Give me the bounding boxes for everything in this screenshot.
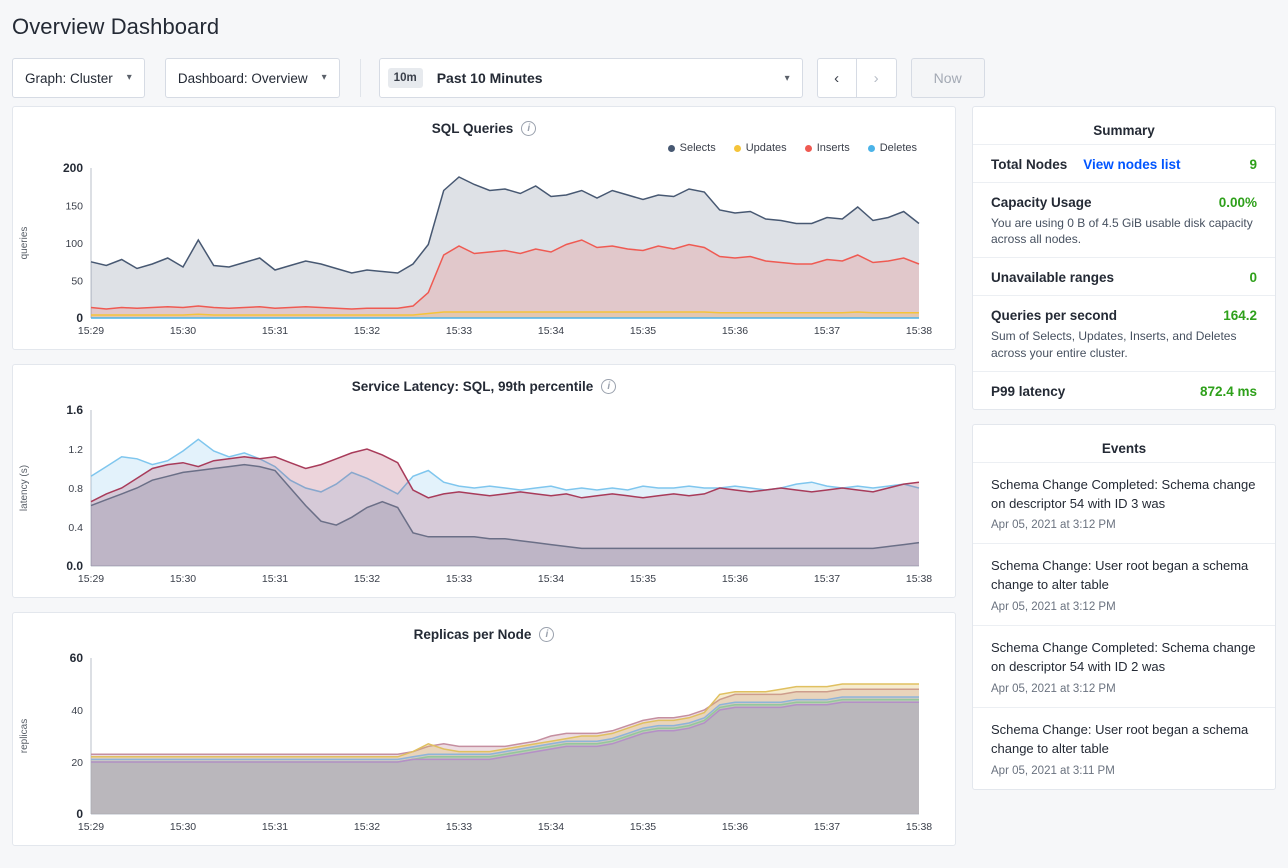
chevron-down-icon: ▾ — [321, 72, 327, 83]
svg-text:queries: queries — [19, 226, 30, 260]
legend-label: Updates — [745, 142, 787, 154]
svg-text:15:31: 15:31 — [261, 573, 289, 585]
summary-value: 0.00% — [1218, 195, 1257, 210]
time-range-picker[interactable] — [379, 58, 803, 98]
summary-title: Summary — [1093, 123, 1155, 138]
view-nodes-list-link[interactable]: View nodes list — [1083, 157, 1181, 172]
summary-row-total-nodes — [973, 144, 1275, 182]
chart-card-replicas — [12, 612, 956, 846]
chart-card-service-latency — [12, 364, 956, 598]
time-range-badge: 10m — [388, 68, 423, 88]
charts-column — [12, 106, 956, 860]
event-timestamp: Apr 05, 2021 at 3:12 PM — [991, 601, 1116, 614]
svg-text:0.4: 0.4 — [68, 522, 83, 534]
info-icon[interactable]: i — [539, 627, 554, 642]
toolbar — [0, 50, 1288, 106]
prev-range-button[interactable]: ‹ — [817, 58, 857, 98]
chart-card-sql-queries — [12, 106, 956, 350]
event-timestamp: Apr 05, 2021 at 3:11 PM — [991, 764, 1115, 777]
info-icon[interactable]: i — [521, 121, 536, 136]
legend-label: Selects — [679, 142, 716, 154]
svg-text:15:32: 15:32 — [353, 325, 381, 337]
list-item[interactable] — [973, 625, 1275, 707]
svg-text:60: 60 — [69, 651, 83, 665]
summary-row-unavailable-ranges — [973, 257, 1275, 295]
chevron-down-icon: ▾ — [784, 72, 790, 84]
svg-text:15:29: 15:29 — [77, 573, 105, 585]
summary-label: Capacity Usage — [991, 195, 1092, 210]
chart-legend — [13, 138, 955, 154]
legend-swatch-icon — [868, 145, 875, 152]
next-range-button[interactable]: › — [857, 58, 897, 98]
now-button[interactable]: Now — [911, 58, 985, 98]
side-column — [972, 106, 1276, 804]
event-timestamp: Apr 05, 2021 at 3:12 PM — [991, 519, 1116, 532]
event-text: Schema Change Completed: Schema change on descriptor 54 with ID 2 was — [991, 640, 1256, 674]
chart-title — [13, 365, 955, 396]
chart-title-text: Service Latency: SQL, 99th percentile — [351, 379, 594, 394]
svg-text:15:37: 15:37 — [813, 573, 841, 585]
chart-plot-sql-queries[interactable] — [13, 154, 955, 344]
chart-title-text: SQL Queries — [431, 121, 514, 136]
legend-swatch-icon — [805, 145, 812, 152]
svg-text:150: 150 — [65, 200, 83, 213]
svg-text:15:36: 15:36 — [721, 573, 749, 585]
svg-text:20: 20 — [71, 757, 83, 769]
svg-text:15:37: 15:37 — [813, 821, 841, 833]
svg-text:15:36: 15:36 — [721, 325, 749, 337]
svg-text:15:30: 15:30 — [169, 573, 197, 585]
graph-selector-label: Graph: Cluster — [25, 70, 113, 86]
legend-swatch-icon — [734, 145, 741, 152]
events-card — [972, 424, 1276, 790]
legend-item-inserts[interactable] — [805, 142, 850, 154]
event-timestamp: Apr 05, 2021 at 3:12 PM — [991, 682, 1116, 695]
summary-label: Total Nodes — [991, 157, 1068, 172]
summary-row-p99-latency — [973, 371, 1275, 409]
svg-text:15:32: 15:32 — [353, 573, 381, 585]
page-title: Overview Dashboard — [12, 14, 220, 39]
summary-value: 0 — [1249, 270, 1257, 286]
svg-text:15:33: 15:33 — [445, 325, 473, 337]
list-item[interactable] — [973, 462, 1275, 544]
event-text: Schema Change Completed: Schema change on descriptor 54 with ID 3 was — [991, 476, 1256, 511]
dashboard-selector-label: Dashboard: Overview — [177, 70, 308, 86]
svg-text:0.0: 0.0 — [66, 559, 83, 573]
svg-text:15:30: 15:30 — [169, 821, 197, 833]
summary-label: Queries per second — [991, 308, 1118, 324]
svg-text:15:37: 15:37 — [813, 325, 841, 337]
svg-text:0.8: 0.8 — [68, 483, 83, 495]
summary-row-queries-per-second — [973, 295, 1275, 370]
svg-text:0: 0 — [76, 807, 83, 821]
svg-text:1.2: 1.2 — [68, 444, 83, 456]
summary-description: You are using 0 B of 4.5 GiB usable disk capacity across all nodes. — [991, 216, 1253, 247]
legend-label: Deletes — [879, 142, 917, 154]
svg-text:15:31: 15:31 — [261, 325, 289, 337]
svg-text:1.6: 1.6 — [66, 403, 83, 417]
svg-text:latency (s): latency (s) — [19, 464, 30, 512]
legend-item-selects[interactable] — [668, 142, 716, 154]
event-text: Schema Change: User root began a schema change to alter table — [991, 558, 1249, 593]
svg-text:15:34: 15:34 — [537, 325, 565, 337]
svg-text:15:38: 15:38 — [905, 573, 933, 585]
svg-text:15:38: 15:38 — [905, 821, 933, 833]
summary-label: P99 latency — [991, 383, 1066, 399]
svg-text:15:38: 15:38 — [905, 325, 933, 337]
summary-card — [972, 106, 1276, 410]
svg-text:15:33: 15:33 — [445, 821, 473, 833]
svg-text:50: 50 — [71, 275, 83, 288]
graph-selector[interactable] — [12, 58, 145, 98]
svg-text:15:35: 15:35 — [629, 325, 657, 337]
summary-value: 9 — [1249, 157, 1257, 172]
dashboard-selector[interactable] — [165, 58, 340, 98]
summary-label: Unavailable ranges — [991, 270, 1115, 286]
toolbar-divider — [360, 59, 361, 97]
svg-text:15:36: 15:36 — [721, 821, 749, 833]
legend-item-deletes[interactable] — [868, 142, 917, 154]
svg-text:15:29: 15:29 — [77, 821, 105, 833]
svg-text:15:34: 15:34 — [537, 573, 565, 585]
list-item[interactable] — [973, 543, 1275, 625]
svg-text:0: 0 — [76, 311, 83, 325]
events-title: Events — [1101, 440, 1147, 456]
dashboard-body — [0, 106, 1288, 860]
legend-swatch-icon — [668, 145, 675, 152]
list-item[interactable] — [973, 707, 1275, 789]
chart-plot-replicas[interactable] — [13, 644, 955, 840]
svg-text:15:34: 15:34 — [537, 821, 565, 833]
svg-text:15:31: 15:31 — [261, 821, 289, 833]
summary-value: 164.2 — [1223, 308, 1257, 324]
svg-text:200: 200 — [62, 161, 83, 175]
chart-title — [13, 107, 955, 138]
chart-title-text: Replicas per Node — [413, 627, 532, 642]
chart-plot-service-latency[interactable] — [13, 396, 955, 592]
info-icon[interactable]: i — [601, 379, 616, 394]
svg-text:15:29: 15:29 — [77, 325, 105, 337]
summary-value: 872.4 ms — [1199, 383, 1257, 399]
svg-text:15:35: 15:35 — [629, 573, 657, 585]
svg-text:40: 40 — [71, 705, 83, 717]
svg-text:15:32: 15:32 — [353, 821, 381, 833]
event-text: Schema Change: User root began a schema change to alter table — [991, 721, 1249, 756]
svg-text:15:35: 15:35 — [629, 821, 657, 833]
legend-label: Inserts — [816, 142, 850, 154]
svg-text:15:33: 15:33 — [445, 573, 473, 585]
svg-text:replicas: replicas — [19, 718, 30, 754]
svg-text:100: 100 — [65, 238, 83, 250]
summary-description: Sum of Selects, Updates, Inserts, and Deletes across your entire cluster. — [991, 329, 1237, 360]
svg-text:15:30: 15:30 — [169, 325, 197, 337]
time-range-label: Past 10 Minutes — [436, 70, 543, 86]
chart-title — [13, 613, 955, 644]
chevron-down-icon: ▾ — [126, 72, 132, 83]
time-nav-group — [817, 58, 897, 98]
legend-item-updates[interactable] — [734, 142, 787, 154]
summary-row-capacity-usage — [973, 182, 1275, 257]
